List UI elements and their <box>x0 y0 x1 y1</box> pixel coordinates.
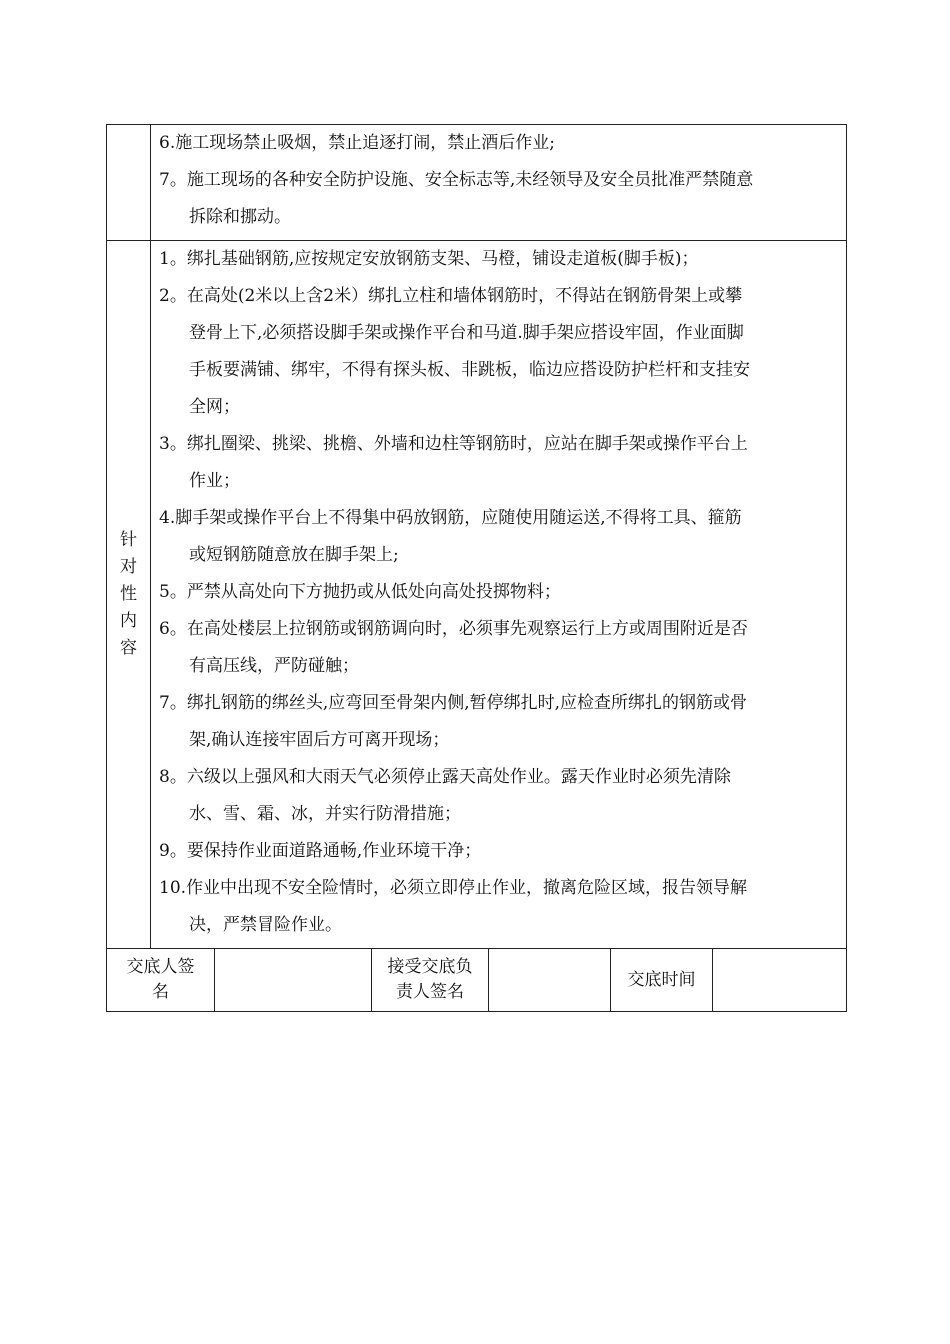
list-item <box>159 426 838 500</box>
list-item <box>159 685 838 759</box>
list-item-text: 4.脚手架或操作平台上不得集中码放钢筋，应随使用随运送,不得将工具、箍筋 <box>159 508 742 528</box>
list-item <box>159 352 838 389</box>
list-item <box>159 389 838 426</box>
discloser-signature-field[interactable] <box>215 949 372 1012</box>
vertical-label-char: 对 <box>120 557 137 577</box>
general-rules-label-cell <box>107 125 151 241</box>
vertical-label-char: 容 <box>120 638 137 658</box>
general-rules-row <box>107 125 847 241</box>
list-item-continuation: 或短钢筋随意放在脚手架上; <box>189 545 399 565</box>
list-item-continuation: 有高压线，严防碰触； <box>189 656 359 676</box>
list-item-text: 6。在高处楼层上拉钢筋或钢筋调向时，必须事先观察运行上方或周围附近是否 <box>159 619 748 639</box>
targeted-content-row <box>107 241 847 949</box>
vertical-label-char: 性 <box>120 584 137 604</box>
list-item-text: 5。严禁从高处向下方抛扔或从低处向高处投掷物料； <box>159 582 561 602</box>
disclosure-time-label-text: 交底时间 <box>627 969 696 990</box>
general-rules-list <box>159 125 838 236</box>
list-item-text: 8。六级以上强风和大雨天气必须停止露天高处作业。露天作业时必须先清除 <box>159 767 731 787</box>
list-item <box>159 833 838 870</box>
list-item-text: 3。绑扎圈梁、挑梁、挑檐、外墙和边柱等钢筋时，应站在脚手架或操作平台上 <box>159 434 748 454</box>
targeted-content-label <box>107 527 150 662</box>
list-item-text: 9。要保持作业面道路通畅,作业环境干净； <box>159 841 482 861</box>
receiver-signature-label-text: 接受交底负责人签名 <box>387 957 473 1002</box>
list-item-text: 6.施工现场禁止吸烟，禁止追逐打闹，禁止酒后作业; <box>159 133 555 153</box>
list-item <box>159 611 838 685</box>
discloser-signature-label-text: 交底人签名 <box>126 957 195 1002</box>
list-item-continuation: 手板要满铺、绑牢，不得有探头板、非跳板，临边应搭设防护栏杆和支挂安 <box>189 360 750 380</box>
list-item <box>159 278 838 352</box>
list-item-continuation: 作业； <box>189 471 240 491</box>
safety-disclosure-table <box>106 124 847 1012</box>
targeted-rules-list <box>159 241 838 944</box>
targeted-content <box>151 241 847 949</box>
targeted-content-label-cell <box>107 241 151 949</box>
list-item-text: 1。绑扎基础钢筋,应按规定安放钢筋支架、马橙，铺设走道板(脚手板)； <box>159 249 699 269</box>
list-item-continuation: 决，严禁冒险作业。 <box>189 915 342 935</box>
list-item-text: 10.作业中出现不安全险情时，必须立即停止作业，撤离危险区域，报告领导解 <box>159 878 748 898</box>
receiver-signature-field[interactable] <box>489 949 611 1012</box>
list-item-text: 7。绑扎钢筋的绑丝头,应弯回至骨架内侧,暂停绑扎时,应检查所绑扎的钢筋或骨 <box>159 693 748 713</box>
list-item-text: 2。在高处(2米以上含2米）绑扎立柱和墙体钢筋时，不得站在钢筋骨架上或攀 <box>159 286 743 306</box>
general-rules-content <box>151 125 847 241</box>
receiver-signature-label <box>372 949 489 1012</box>
disclosure-time-field[interactable] <box>713 949 847 1012</box>
vertical-label-char: 内 <box>120 611 137 631</box>
signature-row <box>107 949 847 1012</box>
list-item <box>159 500 838 574</box>
list-item <box>159 125 838 162</box>
list-item <box>159 241 838 278</box>
list-item-text: 7。施工现场的各种安全防护设施、安全标志等,未经领导及安全员批准严禁随意 <box>159 170 754 190</box>
vertical-label-char: 针 <box>120 530 137 550</box>
discloser-signature-label <box>107 949 215 1012</box>
list-item <box>159 870 838 944</box>
list-item <box>159 162 838 236</box>
list-item-continuation: 登骨上下,必须搭设脚手架或操作平台和马道.脚手架应搭设牢固，作业面脚 <box>189 323 744 343</box>
list-item <box>159 759 838 833</box>
list-item-continuation: 全网； <box>189 397 240 417</box>
list-item-continuation: 水、雪、霜、冰，并实行防滑措施； <box>189 804 461 824</box>
list-item <box>159 574 838 611</box>
disclosure-time-label <box>611 949 713 1012</box>
list-item-continuation: 架,确认连接牢固后方可离开现场； <box>189 730 450 750</box>
list-item-continuation: 拆除和挪动。 <box>189 207 291 227</box>
